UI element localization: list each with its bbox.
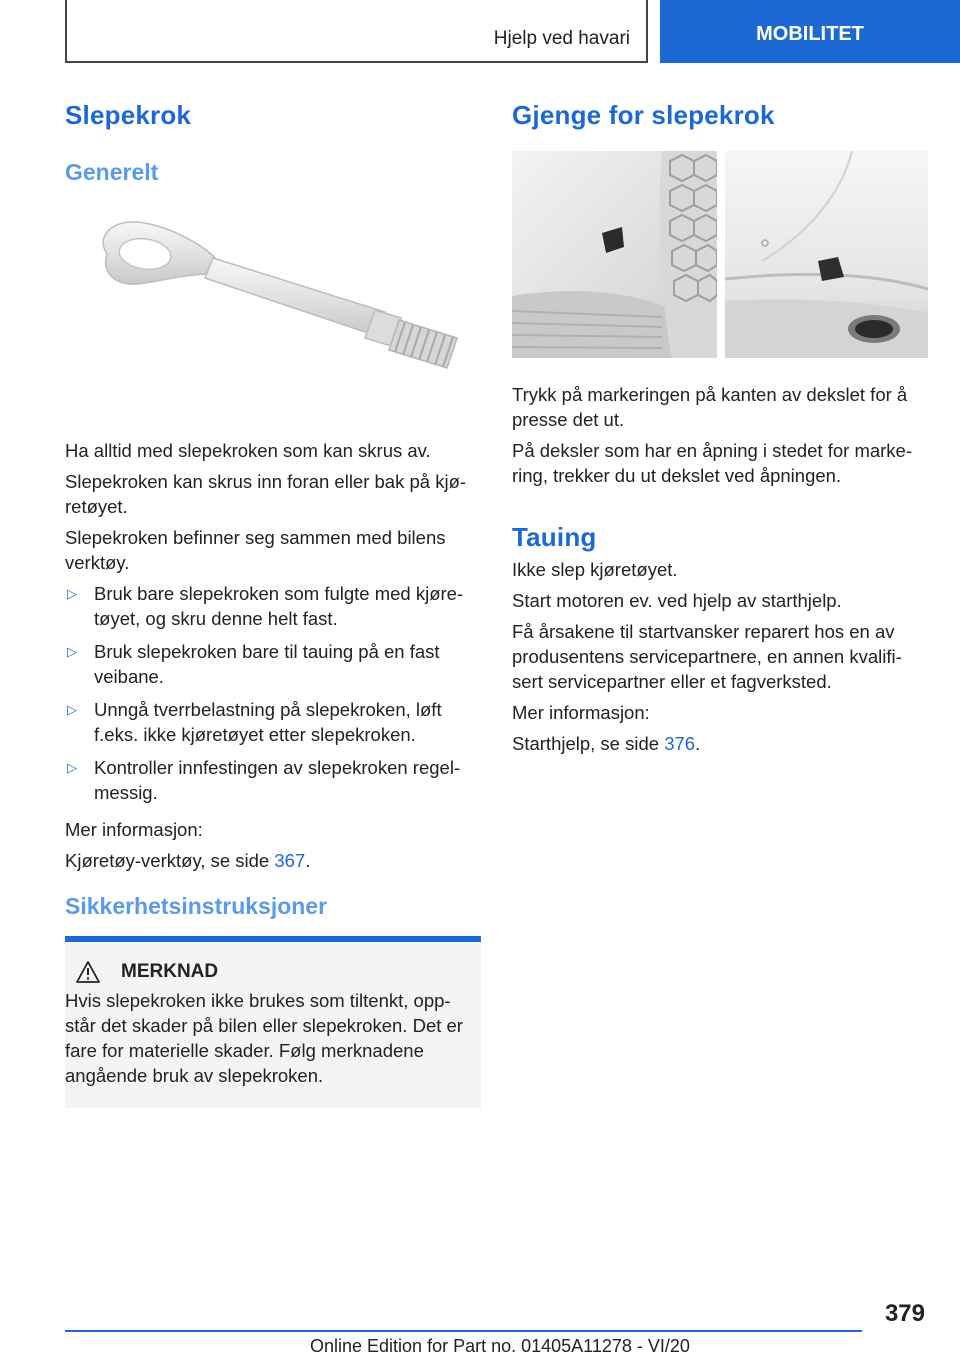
note-text: Hvis slepekroken ikke brukes som tiltenkt, opp-står det skader på bilen eller slepekroken. Det er fare for materielle skader. Følg merknadene angående bruk av slepekroken.	[65, 990, 463, 1086]
list-item: ▷ Unngå tverrbelastning på slepekroken, løft f.eks. ikke kjøretøyet etter slepekroken.	[67, 699, 442, 745]
triangle-bullet-icon: ▷	[67, 760, 77, 775]
list-item: ▷ Kontroller innfestingen av slepekroken regel-messig.	[67, 757, 461, 803]
paragraph: Få årsakene til startvansker reparert hos en av produsentens servicepartnere, en annen kvalifi-sert servicepartner eller et fagverksted.	[512, 621, 902, 692]
footer-divider	[65, 1330, 862, 1332]
cross-reference: Starthjelp, se side 376.	[512, 733, 701, 754]
cross-reference: Kjøretøy-verktøy, se side 367.	[65, 850, 311, 871]
bumper-cover-photos	[512, 151, 928, 358]
heading-gjenge-for-slepekrok: Gjenge for slepekrok	[512, 100, 775, 130]
note-title: MERKNAD	[121, 961, 219, 982]
paragraph: Slepekroken befinner seg sammen med bilens verktøy.	[65, 527, 446, 573]
page-link-376[interactable]: 376	[664, 733, 696, 754]
chapter-tab[interactable]: MOBILITET	[660, 0, 960, 63]
paragraph: På deksler som har en åpning i stedet for marke-ring, trekker du ut dekslet ved åpningen.	[512, 440, 912, 486]
triangle-bullet-icon: ▷	[67, 586, 77, 601]
page-number: 379	[884, 1300, 925, 1327]
paragraph: Trykk på markeringen på kanten av dekslet for å presse det ut.	[512, 384, 908, 430]
heading-generelt: Generelt	[65, 159, 159, 185]
section-title: Hjelp ved havari	[493, 28, 630, 49]
triangle-bullet-icon: ▷	[67, 644, 77, 659]
heading-sikkerhetsinstruksjoner: Sikkerhetsinstruksjoner	[65, 893, 328, 919]
list-item: ▷ Bruk bare slepekroken som fulgte med kjøre-tøyet, og skru denne helt fast.	[67, 583, 464, 629]
left-column	[65, 100, 481, 1108]
paragraph: Ha alltid med slepekroken som kan skrus av.	[65, 440, 431, 461]
paragraph: Ikke slep kjøretøyet.	[512, 559, 678, 580]
right-column	[512, 100, 928, 762]
bullet-list	[65, 581, 481, 805]
triangle-bullet-icon: ▷	[67, 702, 77, 717]
heading-tauing: Tauing	[512, 522, 597, 552]
more-info-label: Mer informasjon:	[65, 819, 203, 840]
heading-slepekrok: Slepekrok	[65, 100, 192, 130]
tow-hook-illustration	[65, 208, 481, 408]
warning-triangle-icon	[75, 960, 101, 984]
footer-edition: Online Edition for Part no. 01405A11278 - VI/20	[310, 1336, 690, 1356]
more-info-label: Mer informasjon:	[512, 702, 650, 723]
paragraph: Start motoren ev. ved hjelp av starthjelp.	[512, 590, 842, 611]
paragraph: Slepekroken kan skrus inn foran eller bak på kjø-retøyet.	[65, 471, 467, 517]
list-item: ▷ Bruk slepekroken bare til tauing på en fast veibane.	[67, 641, 440, 687]
warning-note	[65, 936, 481, 1108]
page-link-367[interactable]: 367	[274, 850, 306, 871]
